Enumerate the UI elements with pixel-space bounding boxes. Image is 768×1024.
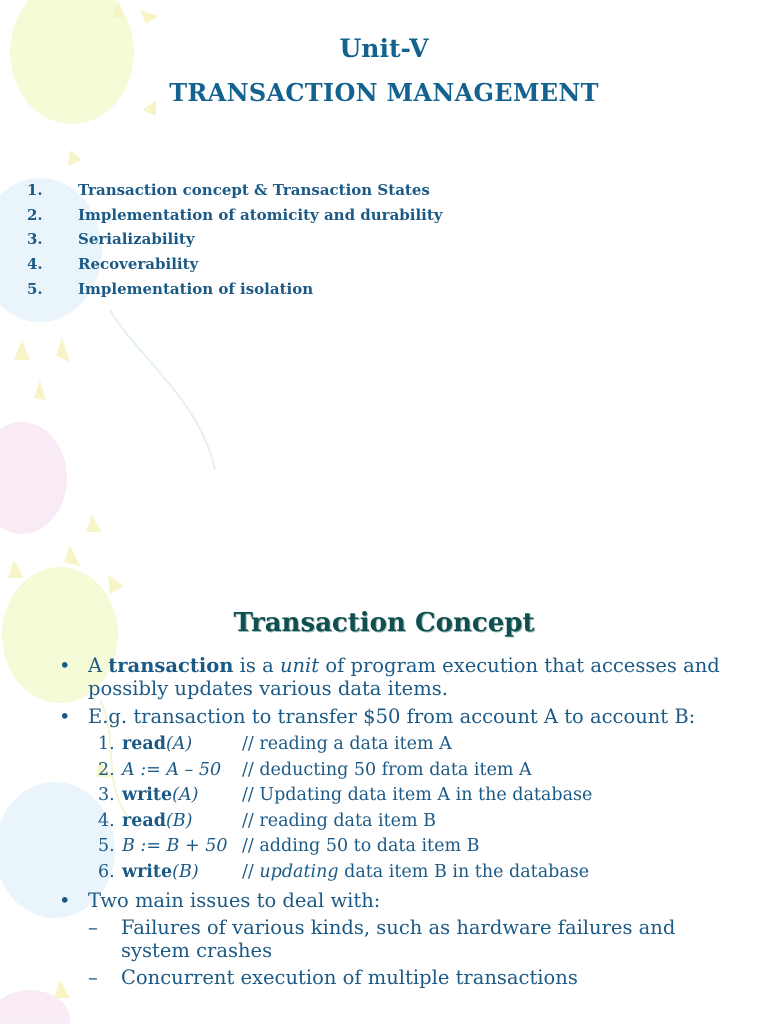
- bullet-item: [59, 654, 724, 700]
- step-number: 6.: [98, 861, 115, 882]
- list-item-number: 5.: [27, 279, 43, 298]
- topic-list: [27, 178, 587, 301]
- operation-keyword: write: [122, 785, 173, 806]
- step-operation: [122, 834, 242, 860]
- list-item-number: 2.: [27, 205, 43, 224]
- step-item: [98, 834, 724, 860]
- sub-bullet-item: – Failures of various kinds, such as hardware failures and system crashes: [88, 916, 724, 962]
- step-item: [98, 809, 724, 835]
- step-number: 2.: [98, 759, 115, 780]
- step-number: 5.: [98, 836, 115, 857]
- step-comment: // reading a data item A: [242, 734, 452, 754]
- step-comment: // adding 50 to data item B: [242, 836, 480, 857]
- step-operation: [122, 860, 242, 886]
- step-item: [98, 758, 724, 784]
- bullet-item: • E.g. transaction to transfer $50 from account A to account B:: [59, 705, 724, 728]
- step-comment: [242, 860, 589, 886]
- list-item: [27, 227, 587, 252]
- list-item-text: Recoverability: [78, 255, 199, 274]
- step-operation: [122, 758, 242, 784]
- step-operation: [122, 809, 242, 835]
- unit-title: Unit-V: [339, 34, 429, 63]
- operation-arg: (B): [165, 810, 193, 831]
- italic-term: unit: [279, 654, 320, 677]
- text-span: of program execution that accesses and possibly updates various data items.: [88, 654, 720, 700]
- step-comment: // reading data item B: [242, 810, 437, 831]
- list-item: [27, 203, 587, 228]
- list-item-text: Transaction concept & Transaction States: [78, 181, 430, 199]
- operation-keyword: write: [122, 861, 173, 882]
- operation-arg: (A): [165, 734, 193, 754]
- step-item: [98, 860, 724, 886]
- list-item-text: Implementation of isolation: [78, 279, 314, 298]
- bold-term: transaction: [108, 654, 234, 677]
- list-item: [27, 252, 587, 277]
- step-comment: // Updating data item A in the database: [242, 785, 593, 806]
- text-span: is a: [233, 654, 280, 677]
- operation-keyword: read: [122, 734, 166, 754]
- text-span: A: [88, 654, 109, 677]
- operation-arg: (B): [172, 861, 199, 882]
- bullet-item: • Two main issues to deal with:: [59, 889, 724, 912]
- step-operation: [122, 732, 242, 758]
- list-item-number: 1.: [27, 181, 43, 199]
- list-item: [27, 178, 587, 203]
- sub-bullet-item: – Concurrent execution of multiple transactions: [88, 966, 724, 989]
- step-number: 3.: [98, 785, 115, 806]
- operation-arg: B := B + 50: [122, 836, 228, 857]
- step-item: [98, 732, 724, 758]
- list-item-text: Serializability: [78, 230, 195, 249]
- step-comment: // deducting 50 from data item A: [242, 759, 532, 780]
- list-item-text: Implementation of atomicity and durability: [78, 205, 443, 224]
- operation-arg: (A): [172, 785, 199, 806]
- comment-suffix: data item B in the database: [338, 861, 590, 882]
- list-item: [27, 277, 587, 302]
- list-item-number: 4.: [27, 255, 43, 274]
- step-number: 1.: [98, 734, 115, 754]
- comment-prefix: //: [242, 861, 260, 882]
- step-number: 4.: [98, 810, 115, 831]
- bullet-list: [59, 654, 724, 989]
- operation-arg: A := A – 50: [122, 759, 222, 780]
- step-item: [98, 783, 724, 809]
- list-item-number: 3.: [27, 230, 43, 249]
- step-operation: [122, 783, 242, 809]
- transaction-steps: [98, 732, 724, 886]
- comment-italic: updating: [259, 861, 339, 882]
- main-title: TRANSACTION MANAGEMENT: [169, 78, 599, 107]
- operation-keyword: read: [122, 810, 166, 831]
- section-title: Transaction Concept: [233, 608, 535, 638]
